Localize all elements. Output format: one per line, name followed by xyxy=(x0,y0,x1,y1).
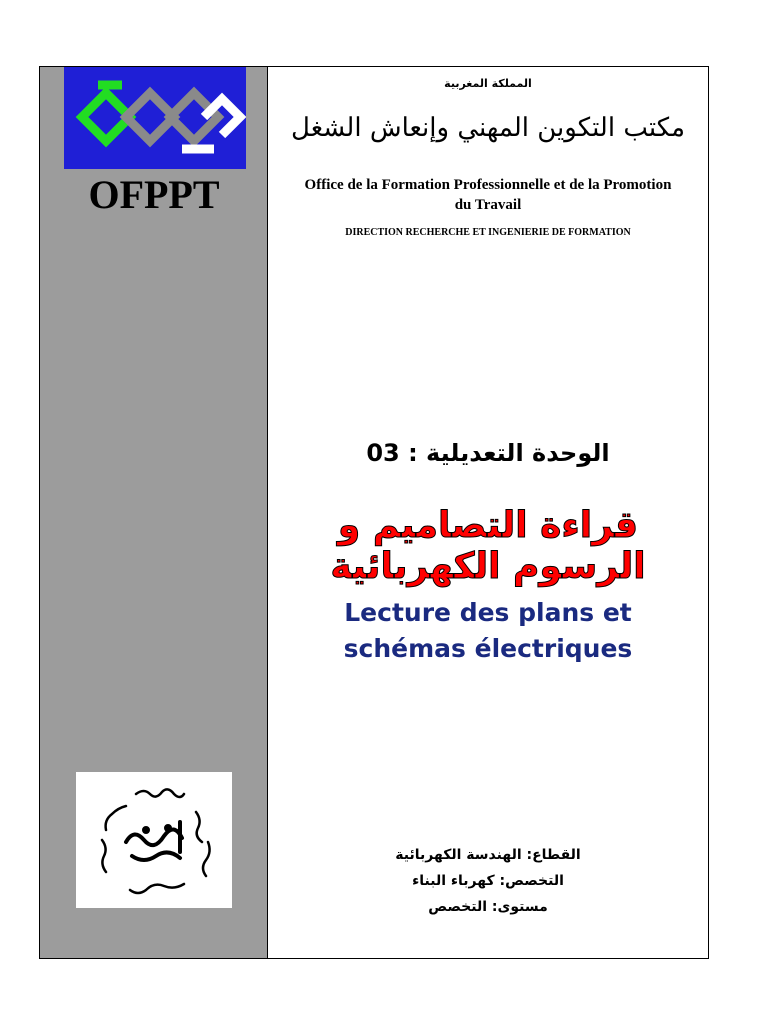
handwritten-seal xyxy=(76,772,232,908)
sidebar xyxy=(40,67,268,958)
ofppt-logo xyxy=(64,67,246,169)
ofppt-logo-text: OFPPT xyxy=(88,172,220,217)
chain-links-icon xyxy=(64,67,246,169)
module-title-arabic: قراءة التصاميم و الرسوم الكهربائية xyxy=(330,505,646,587)
kingdom-heading: المملكة المغربية xyxy=(444,77,532,90)
cover-frame xyxy=(39,66,709,959)
module-number: الوحدة التعديلية : 03 xyxy=(366,439,610,467)
module-title-french-line1: Lecture des plans et xyxy=(344,598,632,627)
specialty-label: التخصص: كهرباء البناء xyxy=(412,873,564,889)
cover-content xyxy=(268,67,708,958)
module-title-french-line2: schémas électriques xyxy=(343,634,633,663)
module-title-french xyxy=(268,595,708,667)
direction-heading: DIRECTION RECHERCHE ET INGENIERIE DE FORMATION xyxy=(345,227,631,238)
handwritten-seal-icon xyxy=(76,772,232,908)
office-name-arabic: مكتب التكوين المهني وإنعاش الشغل xyxy=(291,113,685,143)
sector-label: القطاع: الهندسة الكهربائية xyxy=(395,847,581,863)
module-info xyxy=(268,842,708,920)
level-label: مستوى: التخصص xyxy=(428,899,548,915)
office-name-french: Office de la Formation Professionnelle et de la Promotion du Travail xyxy=(304,177,672,213)
